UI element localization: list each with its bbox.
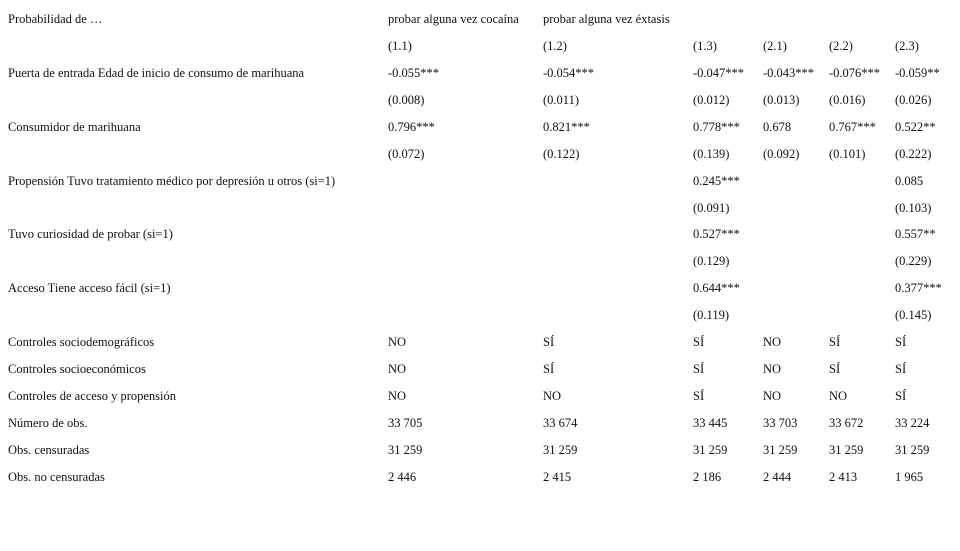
- table-cell: (0.101): [829, 147, 866, 161]
- table-row: [0, 147, 960, 174]
- table-cell: 0.796***: [388, 120, 435, 134]
- table-cell: 0.377***: [895, 281, 942, 295]
- row-label: Controles de acceso y propensión: [8, 389, 177, 403]
- table-cell: -0.055***: [388, 66, 440, 80]
- table-row: [0, 470, 960, 497]
- table-cell: 33 674: [543, 416, 578, 430]
- table-row: [0, 362, 960, 389]
- column-number-row: [0, 39, 960, 66]
- table-cell: (0.011): [543, 93, 579, 107]
- table-row: [0, 389, 960, 416]
- table-cell: 31 259: [829, 443, 864, 457]
- table-cell: 2 444: [763, 470, 792, 484]
- table-cell: 0.522**: [895, 120, 936, 134]
- column-number: (1.3): [693, 39, 717, 53]
- table-cell: 33 672: [829, 416, 864, 430]
- table-cell: 2 413: [829, 470, 858, 484]
- table-cell: 31 259: [763, 443, 798, 457]
- table-row: [0, 227, 960, 254]
- table-row: [0, 201, 960, 228]
- table-cell: SÍ: [829, 335, 841, 349]
- table-cell: (0.129): [693, 254, 730, 268]
- table-cell: (0.016): [829, 93, 866, 107]
- table-cell: SÍ: [895, 335, 907, 349]
- table-row: [0, 443, 960, 470]
- table-cell: (0.119): [693, 308, 729, 322]
- table-cell: 2 415: [543, 470, 572, 484]
- table-cell: -0.043***: [763, 66, 815, 80]
- column-number: (2.2): [829, 39, 853, 53]
- row-label: Controles sociodemográficos: [8, 335, 155, 349]
- header-group-a: probar alguna vez cocaína: [388, 12, 519, 26]
- table-cell: (0.103): [895, 201, 932, 215]
- table-cell: (0.026): [895, 93, 932, 107]
- table-cell: SÍ: [693, 389, 705, 403]
- row-label: Puerta de entrada Edad de inicio de consumo de marihuana: [8, 66, 305, 80]
- header-label: Probabilidad de …: [8, 12, 103, 26]
- header-row: [0, 12, 960, 39]
- table-cell: 33 703: [763, 416, 798, 430]
- table-cell: 1 965: [895, 470, 924, 484]
- table-cell: NO: [543, 389, 562, 403]
- table-cell: NO: [388, 389, 407, 403]
- row-label: Obs. censuradas: [8, 443, 90, 457]
- column-number: (1.1): [388, 39, 412, 53]
- table-cell: NO: [763, 362, 782, 376]
- table-cell: SÍ: [829, 362, 841, 376]
- table-row: [0, 174, 960, 201]
- table-cell: 0.527***: [693, 227, 740, 241]
- table-cell: NO: [763, 335, 782, 349]
- column-number: (2.3): [895, 39, 919, 53]
- table-cell: 31 259: [388, 443, 423, 457]
- table-cell: SÍ: [543, 335, 555, 349]
- column-number: (2.1): [763, 39, 787, 53]
- table-cell: -0.047***: [693, 66, 745, 80]
- table-cell: (0.012): [693, 93, 730, 107]
- table-cell: -0.059**: [895, 66, 940, 80]
- table-cell: 33 224: [895, 416, 930, 430]
- table-row: [0, 93, 960, 120]
- table-cell: NO: [763, 389, 782, 403]
- column-number: (1.2): [543, 39, 567, 53]
- table-row: [0, 416, 960, 443]
- table-cell: (0.229): [895, 254, 932, 268]
- table-cell: (0.139): [693, 147, 730, 161]
- table-cell: -0.076***: [829, 66, 881, 80]
- table-cell: NO: [388, 362, 407, 376]
- row-label: Propensión Tuvo tratamiento médico por depresión u otros (si=1): [8, 174, 336, 188]
- table-cell: 0.821***: [543, 120, 590, 134]
- row-label: Número de obs.: [8, 416, 88, 430]
- table-cell: NO: [388, 335, 407, 349]
- table-cell: 2 446: [388, 470, 417, 484]
- row-label: Acceso Tiene acceso fácil (si=1): [8, 281, 171, 295]
- table-cell: 0.678: [763, 120, 792, 134]
- table-cell: 0.767***: [829, 120, 876, 134]
- table-cell: -0.054***: [543, 66, 595, 80]
- table-cell: SÍ: [895, 362, 907, 376]
- header-group-b: probar alguna vez éxtasis: [543, 12, 670, 26]
- table-cell: (0.072): [388, 147, 425, 161]
- table-cell: NO: [829, 389, 848, 403]
- row-label: Consumidor de marihuana: [8, 120, 141, 134]
- table-cell: (0.122): [543, 147, 580, 161]
- table-cell: 0.778***: [693, 120, 740, 134]
- table-cell: (0.222): [895, 147, 932, 161]
- row-label: Controles socioeconómicos: [8, 362, 146, 376]
- table-cell: SÍ: [693, 362, 705, 376]
- table-cell: (0.013): [763, 93, 800, 107]
- row-label: Obs. no censuradas: [8, 470, 105, 484]
- table-cell: (0.145): [895, 308, 932, 322]
- table-cell: 0.245***: [693, 174, 740, 188]
- table-cell: (0.008): [388, 93, 425, 107]
- table-row: [0, 66, 960, 93]
- table-cell: 2 186: [693, 470, 722, 484]
- table-cell: SÍ: [693, 335, 705, 349]
- table-cell: 31 259: [693, 443, 728, 457]
- table-row: [0, 335, 960, 362]
- table-cell: 31 259: [543, 443, 578, 457]
- table-cell: 0.085: [895, 174, 924, 188]
- row-label: Tuvo curiosidad de probar (si=1): [8, 227, 173, 241]
- table-cell: 33 705: [388, 416, 423, 430]
- table-row: [0, 308, 960, 335]
- table-cell: 0.644***: [693, 281, 740, 295]
- table-cell: 33 445: [693, 416, 728, 430]
- table-row: [0, 281, 960, 308]
- table-row: [0, 254, 960, 281]
- table-cell: 0.557**: [895, 227, 936, 241]
- table-cell: SÍ: [895, 389, 907, 403]
- table-row: [0, 120, 960, 147]
- table-cell: (0.092): [763, 147, 800, 161]
- table-cell: (0.091): [693, 201, 730, 215]
- table-cell: SÍ: [543, 362, 555, 376]
- table-cell: 31 259: [895, 443, 930, 457]
